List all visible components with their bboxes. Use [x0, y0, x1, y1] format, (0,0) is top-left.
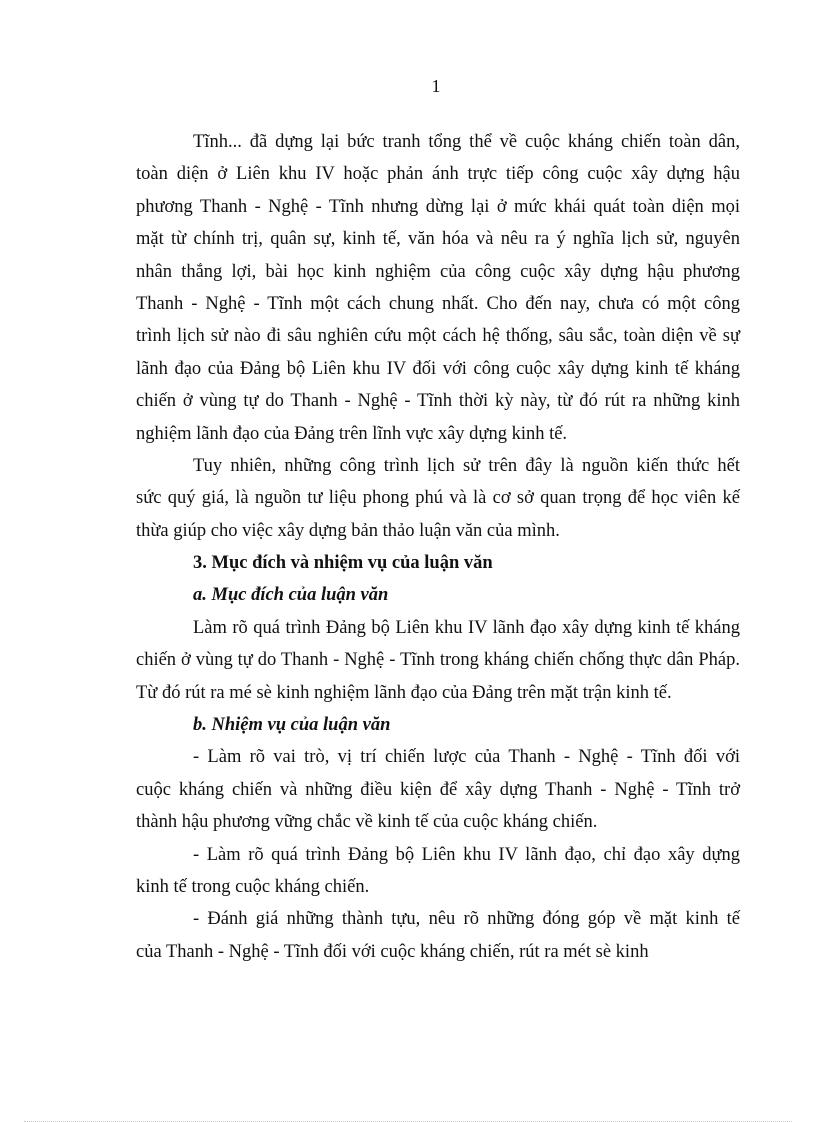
body-text-line: sức quý giá, là nguồn tư liệu phong phú và là cơ sở quan trọng để học viên kế: [136, 488, 740, 509]
body-text-line: - Làm rõ quá trình Đảng bộ Liên khu IV lãnh đạo, chỉ đạo xây dựng: [193, 844, 740, 865]
page-bottom-divider: [24, 1121, 792, 1122]
body-text-line: nghiệm lãnh đạo của Đảng trên lĩnh vực xây dựng kinh tế.: [136, 423, 568, 444]
document-body: [136, 126, 740, 968]
body-text-line: phương Thanh - Nghệ - Tĩnh nhưng dừng lại ở mức khái quát toàn diện mọi: [136, 196, 740, 217]
body-text-line: cuộc kháng chiến và những điều kiện để xây dựng Thanh - Nghệ - Tĩnh trở: [136, 779, 740, 800]
body-text-line: kinh tế trong cuộc kháng chiến.: [136, 876, 370, 897]
page-number: 1: [431, 76, 441, 96]
body-text-line: - Làm rõ vai trò, vị trí chiến lược của Thanh - Nghệ - Tĩnh đối với: [193, 747, 740, 768]
body-text-line: lãnh đạo của Đảng bộ Liên khu IV đối với công cuộc xây dựng kinh tế kháng: [136, 358, 740, 379]
section-heading: 3. Mục đích và nhiệm vụ của luận văn: [193, 553, 493, 574]
body-text-line: thành hậu phương vững chắc về kinh tế của cuộc kháng chiến.: [136, 812, 598, 833]
body-text-line: trình lịch sử nào đi sâu nghiên cứu một cách hệ thống, sâu sắc, toàn diện về sự: [136, 326, 740, 347]
body-text-line: của Thanh - Nghệ - Tĩnh đối với cuộc kháng chiến, rút ra mét sè kinh: [136, 941, 649, 962]
body-text-line: nhân thắng lợi, bài học kinh nghiệm của công cuộc xây dựng hậu phương: [136, 261, 740, 282]
body-text-line: thừa giúp cho việc xây dựng bản thảo luận văn của mình.: [136, 520, 560, 541]
body-text-line: Tuy nhiên, những công trình lịch sử trên đây là nguồn kiến thức hết: [193, 455, 740, 476]
body-text-line: Từ đó rút ra mé sè kinh nghiệm lãnh đạo của Đảng trên mặt trận kinh tế.: [136, 682, 672, 703]
subsection-heading: a. Mục đích của luận văn: [193, 585, 389, 606]
body-text-line: - Đánh giá những thành tựu, nêu rõ những đóng góp về mặt kinh tế: [193, 909, 740, 930]
body-text-line: toàn diện ở Liên khu IV hoặc phản ánh trực tiếp công cuộc xây dựng hậu: [136, 164, 740, 185]
body-text-line: chiến ở vùng tự do Thanh - Nghệ - Tĩnh trong kháng chiến chống thực dân Pháp.: [136, 650, 740, 671]
body-text-line: mặt từ chính trị, quân sự, kinh tế, văn hóa và nêu ra ý nghĩa lịch sử, nguyên: [136, 229, 740, 250]
subsection-heading: b. Nhiệm vụ của luận văn: [193, 715, 391, 736]
body-text-line: Tĩnh... đã dựng lại bức tranh tổng thể về cuộc kháng chiến toàn dân,: [193, 132, 740, 152]
body-text-line: Thanh - Nghệ - Tĩnh một cách chung nhất. Cho đến nay, chưa có một công: [136, 293, 740, 314]
body-text-line: chiến ở vùng tự do Thanh - Nghệ - Tĩnh thời kỳ này, từ đó rút ra những kinh: [136, 391, 740, 412]
body-text-line: Làm rõ quá trình Đảng bộ Liên khu IV lãnh đạo xây dựng kinh tế kháng: [193, 617, 740, 638]
